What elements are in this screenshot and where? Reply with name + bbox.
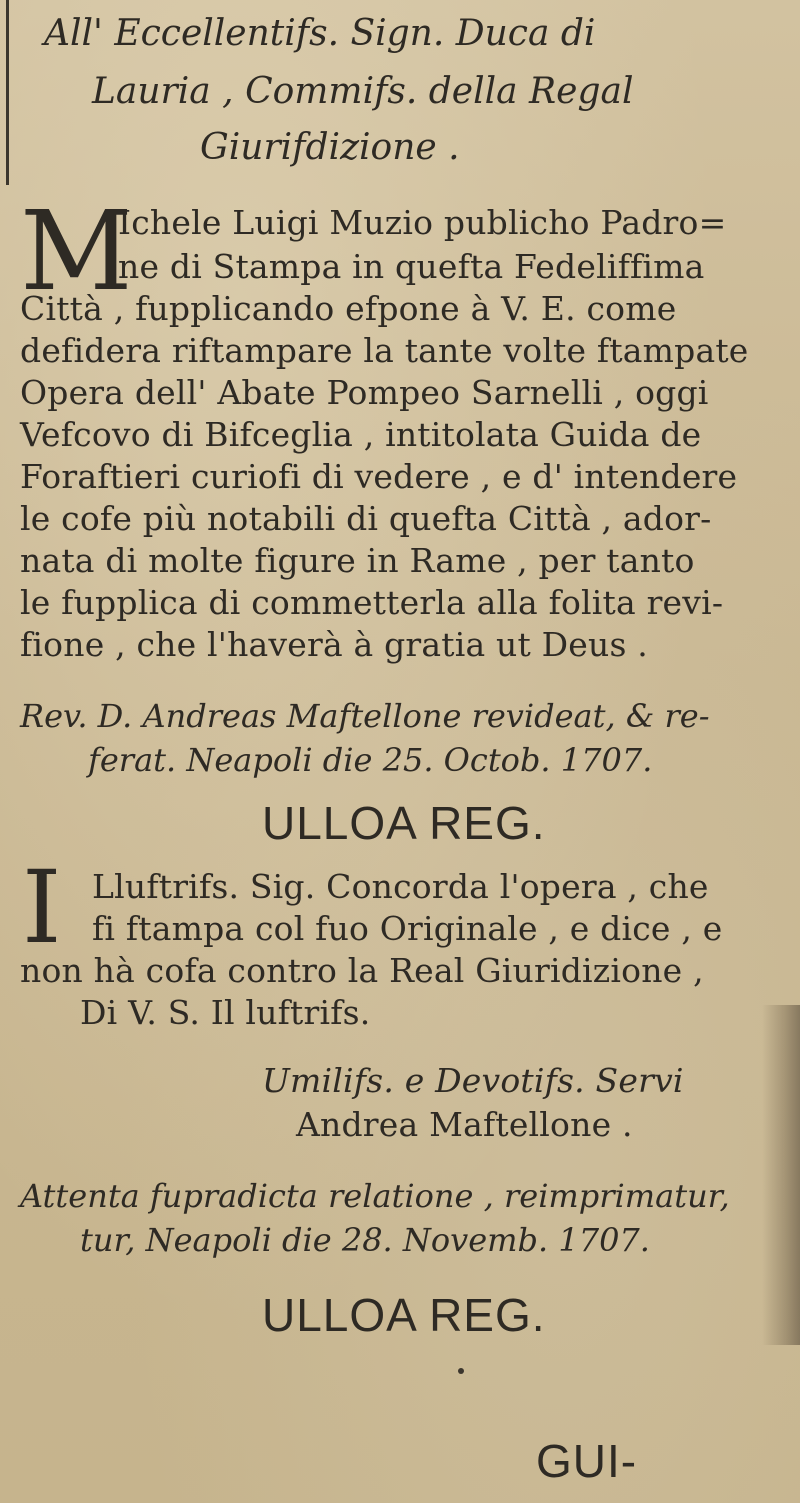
page-border-rule bbox=[6, 0, 9, 185]
page-edge-shadow bbox=[762, 1005, 800, 1345]
decree1-line-1: Rev. D. Andreas Maftellone revideat, & re- bbox=[20, 697, 710, 735]
petition-line-9: nata di molte figure in Rame , per tanto bbox=[20, 541, 695, 580]
decree2-line-1: Attenta fupradicta relatione , reimprimatur, bbox=[20, 1177, 730, 1215]
petition-line-1: Ichele Luigi Muzio publicho Padro= bbox=[118, 203, 727, 242]
petition-line-3: Città , fupplicando efpone à V. E. come bbox=[20, 289, 677, 328]
catchword: GUI- bbox=[536, 1435, 638, 1487]
report-line-1: Lluftrifs. Sig. Concorda l'opera , che bbox=[92, 867, 709, 906]
ink-speck bbox=[458, 1368, 464, 1374]
petition-line-4: defidera riftampare la tante volte ftampate bbox=[20, 331, 749, 370]
decree1-line-2: ferat. Neapoli die 25. Octob. 1707. bbox=[88, 741, 653, 779]
report-line-4: Di V. S. Il luftrifs. bbox=[80, 993, 371, 1032]
decree2-line-2: tur, Neapoli die 28. Novemb. 1707. bbox=[80, 1221, 650, 1259]
petition-line-6: Vefcovo di Bifceglia , intitolata Guida de bbox=[20, 415, 702, 454]
decree1-signature: ULLOA REG. bbox=[262, 797, 546, 849]
report-closing-1: Umilifs. e Devotifs. Servi bbox=[262, 1061, 684, 1100]
address-line-1: All' Eccellentifs. Sign. Duca di bbox=[44, 13, 596, 54]
petition-line-7: Foraftieri curiofi di vedere , e d' intendere bbox=[20, 457, 738, 496]
decree2-signature: ULLOA REG. bbox=[262, 1289, 546, 1341]
petition-dropcap: M bbox=[20, 187, 133, 315]
petition-line-8: le cofe più notabili di quefta Città , ador- bbox=[20, 499, 712, 538]
address-line-3: Giurifdizione . bbox=[200, 127, 460, 168]
petition-line-2: ne di Stampa in quefta Fedeliffima bbox=[118, 247, 705, 286]
petition-line-11: fione , che l'haverà à gratia ut Deus . bbox=[20, 625, 648, 664]
petition-line-5: Opera dell' Abate Pompeo Sarnelli , oggi bbox=[20, 373, 709, 412]
report-line-3: non hà cofa contro la Real Giuridizione , bbox=[20, 951, 704, 990]
petition-line-10: le fupplica di commetterla alla folita revi- bbox=[20, 583, 724, 622]
report-line-2: fi ftampa col fuo Originale , e dice , e bbox=[92, 909, 723, 948]
address-line-2: Lauria , Commifs. della Regal bbox=[92, 71, 634, 112]
report-closing-2: Andrea Maftellone . bbox=[296, 1105, 633, 1144]
report-dropcap: I bbox=[22, 849, 62, 966]
